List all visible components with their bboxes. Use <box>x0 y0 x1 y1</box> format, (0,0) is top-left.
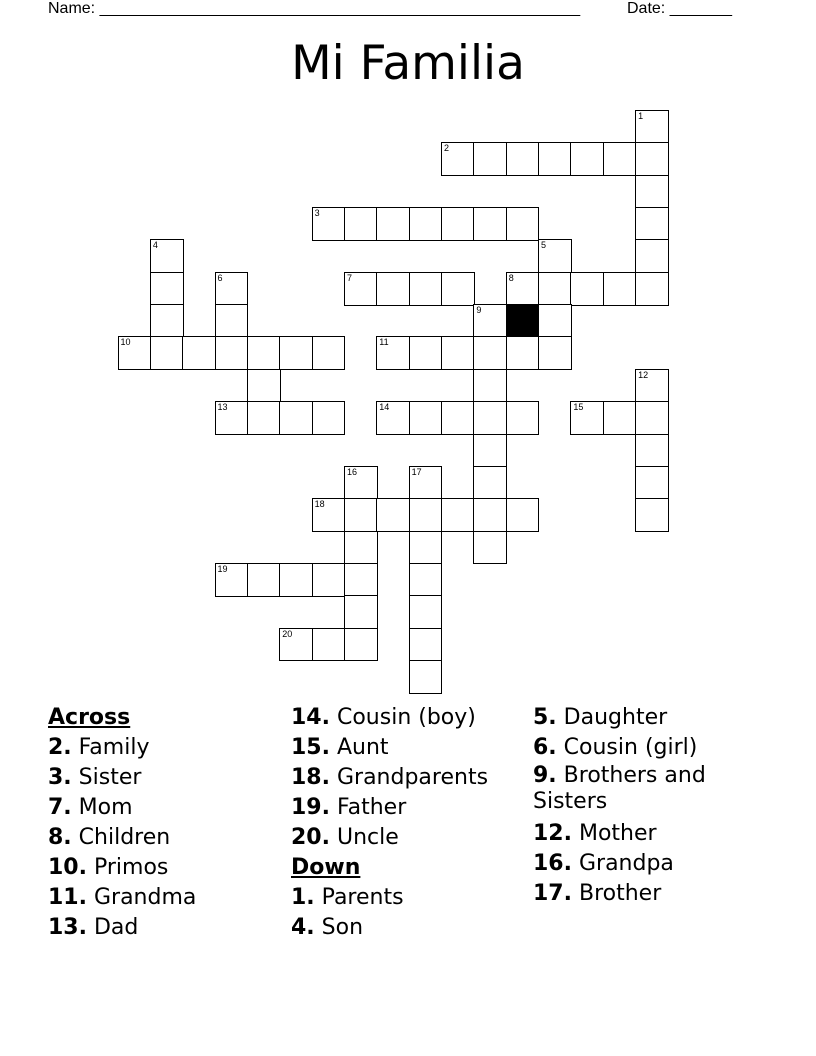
clue-down: 6. Cousin (girl) <box>533 735 698 760</box>
date-field[interactable]: Date: _______ <box>627 0 732 17</box>
grid-cell[interactable] <box>506 401 540 435</box>
clue-across: 14. Cousin (boy) <box>291 705 476 730</box>
grid-cell[interactable] <box>279 401 313 435</box>
grid-cell[interactable] <box>215 272 249 306</box>
grid-cell[interactable] <box>409 498 443 532</box>
grid-cell[interactable] <box>473 401 507 435</box>
grid-cell[interactable] <box>247 401 281 435</box>
grid-cell[interactable] <box>603 401 637 435</box>
clue-across: 10. Primos <box>48 855 169 880</box>
clue-across: 13. Dad <box>48 915 139 940</box>
grid-cell[interactable] <box>441 336 475 370</box>
grid-cell[interactable] <box>473 336 507 370</box>
grid-cell[interactable] <box>570 142 604 176</box>
clue-number: 2 <box>444 143 450 154</box>
clue-number: 5 <box>541 240 547 251</box>
grid-cell[interactable] <box>409 336 443 370</box>
grid-cell[interactable] <box>506 272 540 306</box>
grid-cell[interactable] <box>441 272 475 306</box>
clue-number: 11 <box>379 337 389 348</box>
grid-cell[interactable] <box>538 304 572 338</box>
grid-cell[interactable] <box>635 401 669 435</box>
grid-cell[interactable] <box>376 498 410 532</box>
grid-cell[interactable] <box>473 207 507 241</box>
down-heading: Down <box>291 855 361 880</box>
grid-cell[interactable] <box>635 498 669 532</box>
clue-number: 6 <box>217 272 223 283</box>
grid-cell[interactable] <box>279 628 313 662</box>
grid-cell[interactable] <box>441 207 475 241</box>
clue-down: 5. Daughter <box>533 705 668 730</box>
grid-cell[interactable] <box>376 336 410 370</box>
clue-number: 7 <box>346 272 352 283</box>
grid-cell[interactable] <box>635 175 669 209</box>
clue-down: 1. Parents <box>291 885 404 910</box>
grid-cell[interactable] <box>150 272 184 306</box>
grid-cell[interactable] <box>635 110 669 144</box>
name-field[interactable]: Name: ______________________________________________________ <box>48 0 581 17</box>
grid-cell[interactable] <box>603 272 637 306</box>
clue-number: 8 <box>508 272 514 283</box>
grid-cell[interactable] <box>376 401 410 435</box>
grid-cell[interactable] <box>344 628 378 662</box>
clue-number: 17 <box>411 466 422 477</box>
grid-cell[interactable] <box>441 498 475 532</box>
grid-cell[interactable] <box>538 272 572 306</box>
grid-cell[interactable] <box>312 563 346 597</box>
clue-across: 3. Sister <box>48 765 142 790</box>
grid-cell[interactable] <box>538 336 572 370</box>
grid-cell[interactable] <box>182 336 216 370</box>
grid-cell[interactable] <box>247 369 281 403</box>
grid-cell[interactable] <box>344 207 378 241</box>
clue-across: 19. Father <box>291 795 407 820</box>
grid-cell[interactable] <box>473 531 507 565</box>
grid-cell[interactable] <box>473 434 507 468</box>
clue-number: 3 <box>314 208 320 219</box>
grid-cell[interactable] <box>441 142 475 176</box>
clue-across: 8. Children <box>48 825 171 850</box>
grid-cell[interactable] <box>473 369 507 403</box>
grid-cell[interactable] <box>215 304 249 338</box>
grid-cell[interactable] <box>150 336 184 370</box>
grid-cell[interactable] <box>344 595 378 629</box>
clue-number: 4 <box>152 240 158 251</box>
grid-cell[interactable] <box>473 466 507 500</box>
across-heading: Across <box>48 705 131 730</box>
clue-down: 17. Brother <box>533 881 662 906</box>
grid-cell[interactable] <box>409 272 443 306</box>
grid-cell[interactable] <box>150 239 184 273</box>
grid-cell[interactable] <box>409 595 443 629</box>
grid-cell[interactable] <box>312 628 346 662</box>
grid-cell[interactable] <box>635 272 669 306</box>
clues-column-1 <box>48 703 288 943</box>
clue-number: 12 <box>638 369 649 380</box>
clue-down: 16. Grandpa <box>533 851 674 876</box>
grid-cell[interactable] <box>635 142 669 176</box>
clues-column-2 <box>291 703 531 943</box>
grid-cell[interactable] <box>312 498 346 532</box>
grid-cell[interactable] <box>473 304 507 338</box>
grid-cell[interactable] <box>279 563 313 597</box>
grid-cell[interactable] <box>344 563 378 597</box>
grid-cell[interactable] <box>570 272 604 306</box>
grid-cell[interactable] <box>409 401 443 435</box>
clue-across: 11. Grandma <box>48 885 197 910</box>
grid-cell[interactable] <box>215 563 249 597</box>
clue-across: 7. Mom <box>48 795 133 820</box>
clue-number: 14 <box>379 402 390 413</box>
clue-number: 18 <box>314 499 325 510</box>
grid-cell[interactable] <box>506 498 540 532</box>
page-title: Mi Familia <box>291 36 525 91</box>
clue-number: 1 <box>638 111 644 121</box>
grid-cell[interactable] <box>247 336 281 370</box>
clue-number: 13 <box>217 402 228 413</box>
clue-across: 18. Grandparents <box>291 765 489 790</box>
clue-across: 2. Family <box>48 735 150 760</box>
grid-cell[interactable] <box>635 239 669 273</box>
grid-cell[interactable] <box>409 660 443 694</box>
clue-across: 15. Aunt <box>291 735 389 760</box>
clue-number: 20 <box>282 628 293 639</box>
clue-number: 15 <box>573 402 584 413</box>
grid-cell[interactable] <box>150 304 184 338</box>
clue-number: 10 <box>120 337 131 348</box>
grid-cell[interactable] <box>409 563 443 597</box>
grid-cell[interactable] <box>376 272 410 306</box>
clue-number: 16 <box>346 466 357 477</box>
grid-cell[interactable] <box>603 142 637 176</box>
grid-cell[interactable] <box>473 498 507 532</box>
grid-cell[interactable] <box>506 336 540 370</box>
clue-down: 12. Mother <box>533 821 657 846</box>
grid-cell[interactable] <box>409 628 443 662</box>
grid-cell[interactable] <box>215 401 249 435</box>
clues-column-3 <box>533 703 773 909</box>
clue-number: 19 <box>217 563 228 574</box>
grid-cell[interactable] <box>312 207 346 241</box>
grid-cell[interactable] <box>409 531 443 565</box>
clue-across: 20. Uncle <box>291 825 399 850</box>
grid-cell[interactable] <box>409 207 443 241</box>
grid-cell[interactable] <box>409 466 443 500</box>
grid-cell[interactable] <box>344 498 378 532</box>
grid-cell[interactable] <box>344 272 378 306</box>
grid-cell[interactable] <box>506 142 540 176</box>
clue-down: 4. Son <box>291 915 364 940</box>
grid-cell[interactable] <box>538 142 572 176</box>
grid-cell[interactable] <box>215 336 249 370</box>
grid-cell[interactable] <box>376 207 410 241</box>
grid-cell[interactable] <box>312 336 346 370</box>
clue-number: 9 <box>476 305 482 316</box>
grid-cell[interactable] <box>635 207 669 241</box>
grid-cell[interactable] <box>312 401 346 435</box>
grid-cell[interactable] <box>570 401 604 435</box>
grid-cell[interactable] <box>344 466 378 500</box>
grid-cell[interactable] <box>247 563 281 597</box>
grid-cell[interactable] <box>118 336 152 370</box>
grid-cell[interactable] <box>441 401 475 435</box>
grid-cell[interactable] <box>538 239 572 273</box>
clue-down: 9. Brothers and Sisters <box>533 763 706 814</box>
grid-block <box>506 304 540 338</box>
grid-cell[interactable] <box>473 142 507 176</box>
grid-cell[interactable] <box>635 466 669 500</box>
grid-cell[interactable] <box>635 434 669 468</box>
grid-cell[interactable] <box>344 531 378 565</box>
grid-cell[interactable] <box>279 336 313 370</box>
grid-cell[interactable] <box>506 207 540 241</box>
grid-cell[interactable] <box>635 369 669 403</box>
